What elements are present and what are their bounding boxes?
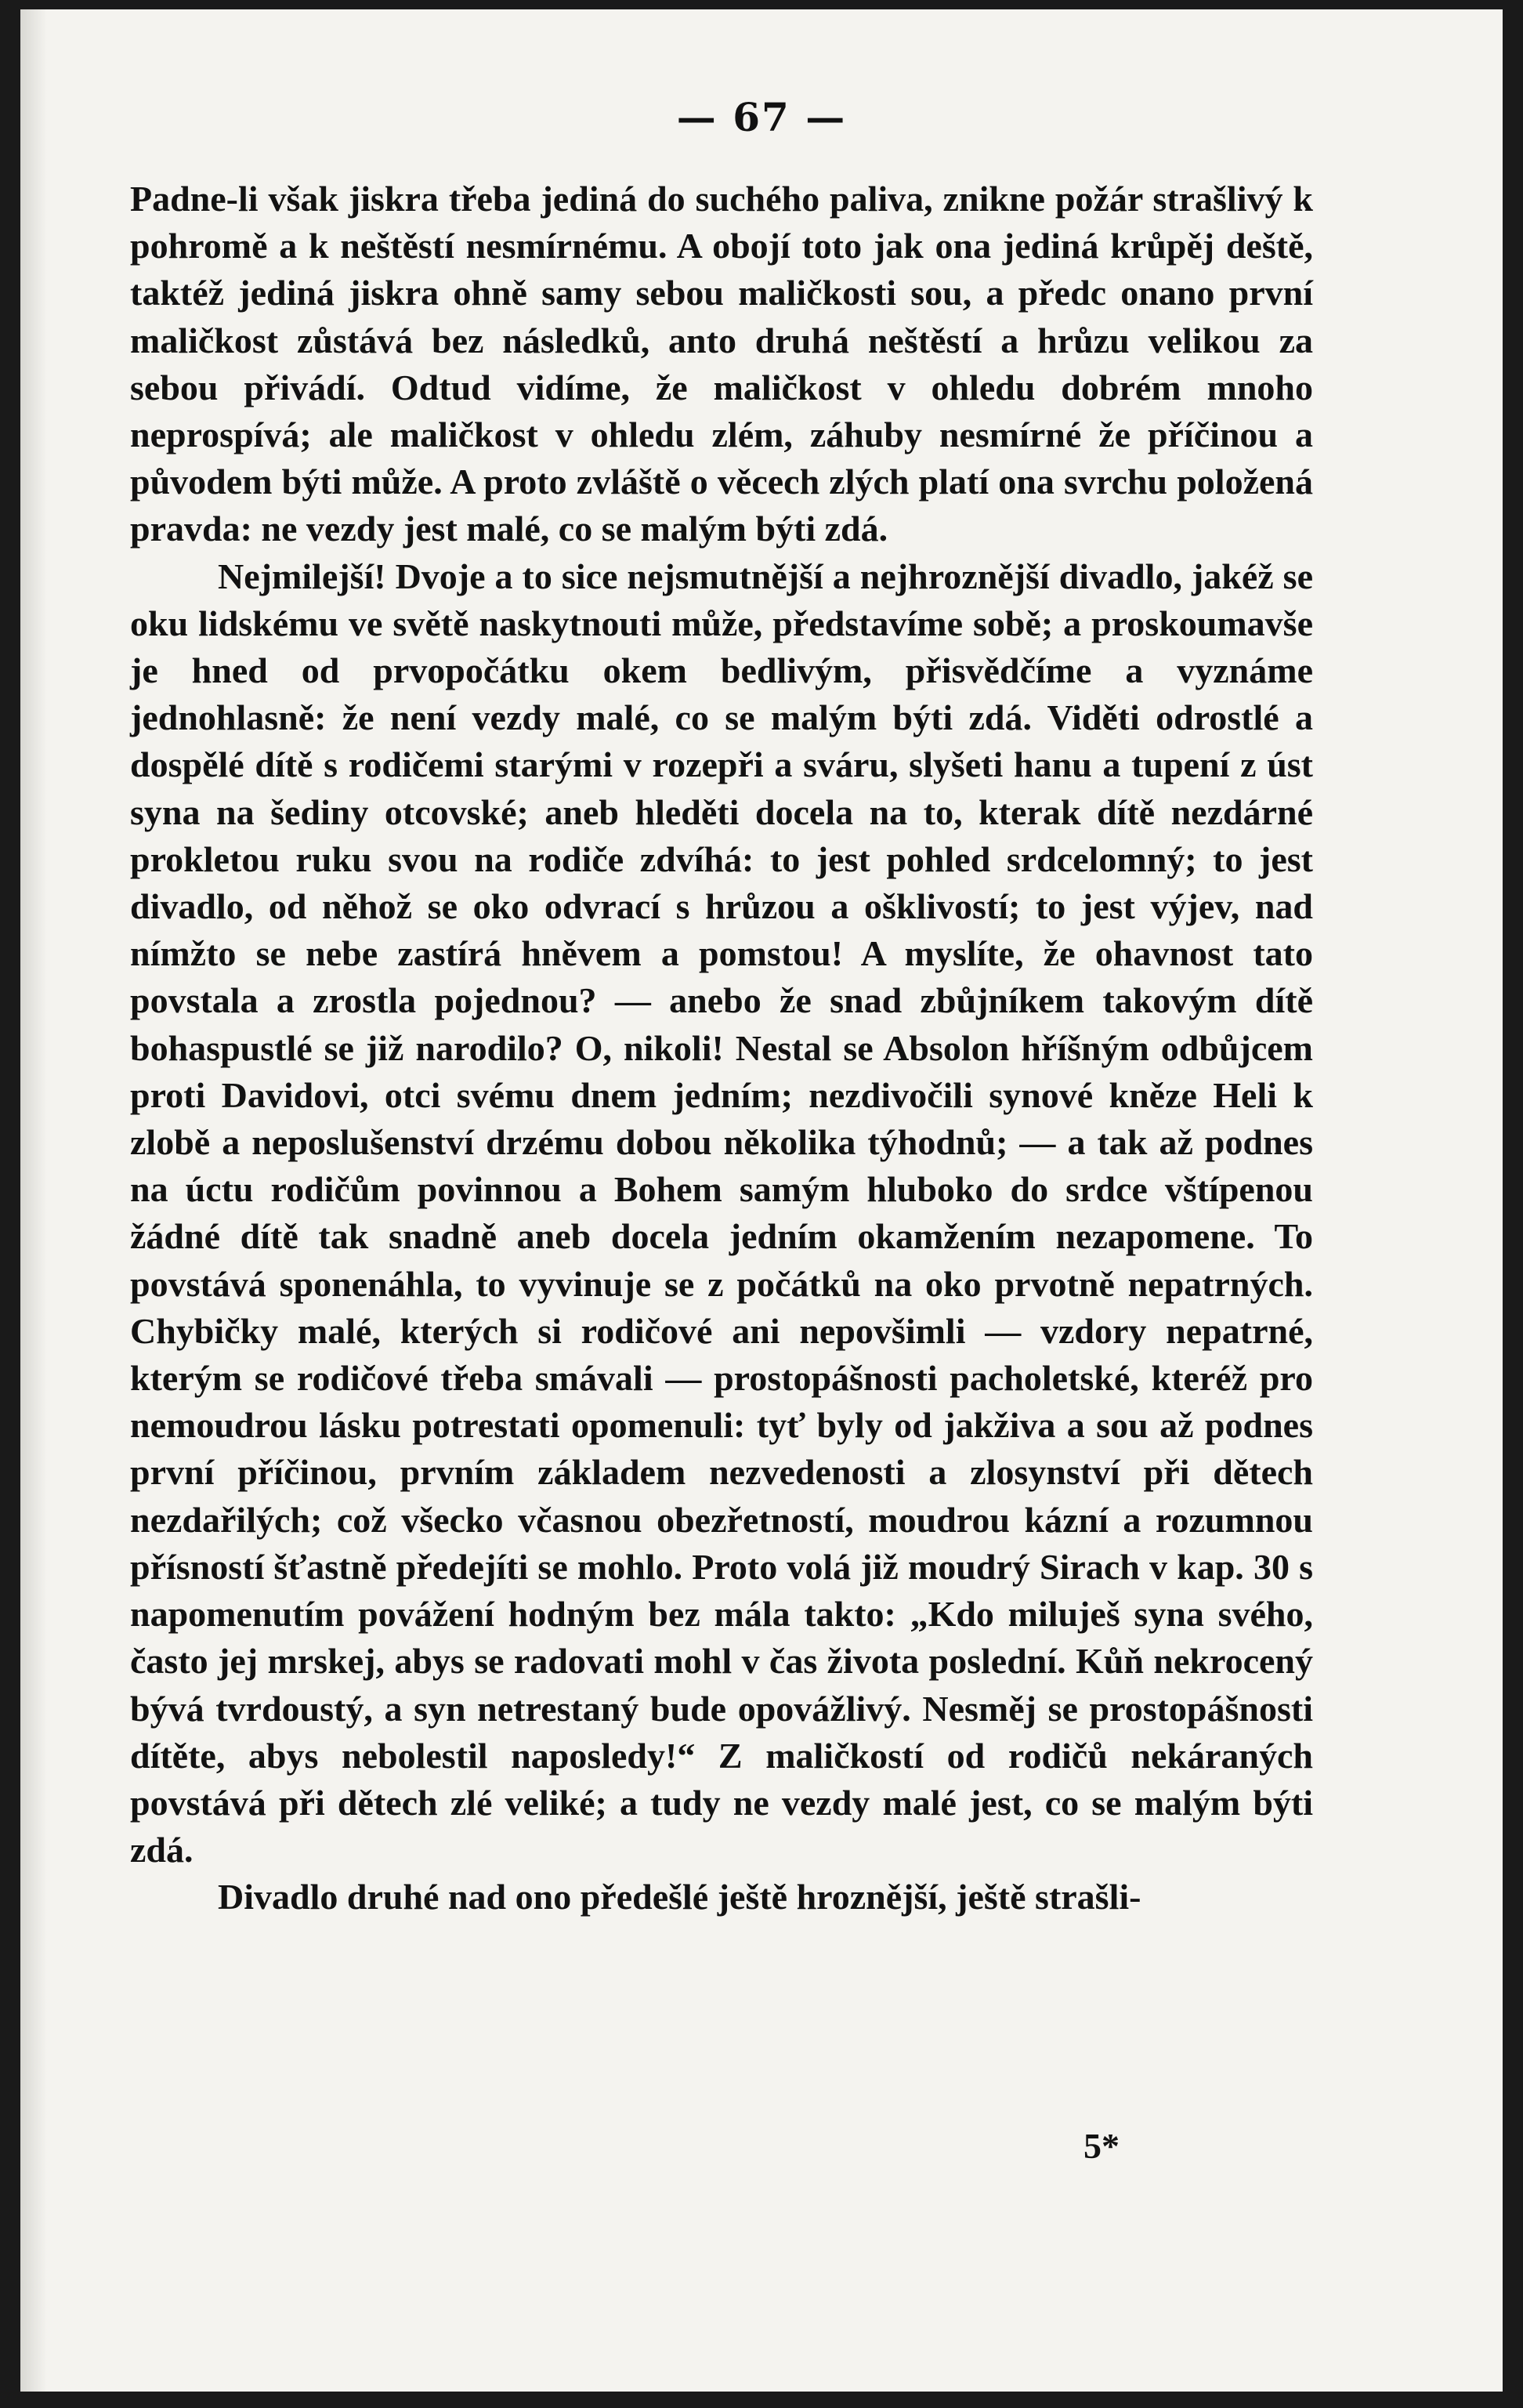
body-text xyxy=(130,176,1313,1921)
paragraph-2: Nejmilejší! Dvoje a to sice nejsmutnější a nejhroznější divadlo, jakéž se oku lidskému ve světě naskytnouti může, představíme sobě; a proskoumavše je hned od prvopočátku okem bedlivým, přisvědčíme a vyznáme jednohlasně: že není vezdy malé, co se malým býti zdá. Viděti odrostlé a dospělé dítě s rodičemi starými v rozepři a sváru, slyšeti hanu a tupení z úst syna na šediny otcovské; aneb hleděti docela na to, kterak dítě nezdárné prokletou ruku svou na rodiče zdvíhá: to jest pohled srdcelomný; to jest divadlo, od něhož se oko odvrací s hrůzou a ošklivostí; to jest výjev, nad nímžto se nebe zastírá hněvem a pomstou! A myslíte, že ohavnost tato povstala a zrostla pojednou? — anebo že snad zbůjníkem takovým dítě bohaspustlé se již narodilo? O, nikoli! Nestal se Absolon hříšným odbůjcem proti Davidovi, otci svému dnem jedním; nezdivočili synové kněze Heli k zlobě a neposlušenství drzému dobou několika týhodnů; — a tak až podnes na úctu rodičům povinnou a Bohem samým hluboko do srdce vštípenou žádné dítě tak snadně aneb docela jedním okamžením nezapomene. To povstává sponenáhla, to vyvinuje se z počátků na oko prvotně nepatrných. Chybičky malé, kterých si rodičové ani nepovšimli — vzdory nepatrné, kterým se rodičové třeba smávali — prostopášnosti pacholetské, kteréž pro nemoudrou lásku potrestati opomenuli: tyť byly od jakživa a sou až podnes první příčinou, prvním základem nezvedenosti a zlosynství při dětech nezdařilých; což všecko včasnou obezřetností, moudrou kázní a rozumnou přísností šťastně předejíti se mohlo. Proto volá již moudrý Sirach v kap. 30 s napomenutím povážení hodným bez mála takto: „Kdo miluješ syna svého, často jej mrskej, abys se radovati mohl v čas života poslední. Kůň nekrocený bývá tvrdoustý, a syn netrestaný bude opovážlivý. Nesměj se prostopášnosti dítěte, abys nebolestil naposledy!“ Z maličkostí od rodičů nekáraných povstává při dětech zlé veliké; a tudy ne vezdy malé jest, co se malým býti zdá. xyxy=(130,556,1313,1870)
signature-mark: 5* xyxy=(1083,2126,1120,2166)
book-page xyxy=(20,9,1503,2392)
paragraph-1: Padne-li však jiskra třeba jediná do suchého paliva, znikne požár strašlivý k pohromě a k neštěstí nesmírnému. A obojí toto jak ona jediná krůpěj deště, taktéž jediná jiskra ohně samy sebou maličkosti sou, a předc onano první maličkost zůstává bez následků, anto druhá neštěstí a hrůzu velikou za sebou přivádí. Odtud vidíme, že maličkost v ohledu dobrém mnoho neprospívá; ale maličkost v ohledu zlém, záhuby nesmírné že příčinou a původem býti může. A proto zvláště o věcech zlých platí ona svrchu položená pravda: ne vezdy jest malé, co se malým býti zdá. xyxy=(130,179,1313,549)
page-spine-shadow xyxy=(20,9,47,2392)
page-number: — 67 — xyxy=(676,94,847,140)
paragraph-3: Divadlo druhé nad ono předešlé ještě hroznější, ještě strašli- xyxy=(218,1877,1141,1917)
